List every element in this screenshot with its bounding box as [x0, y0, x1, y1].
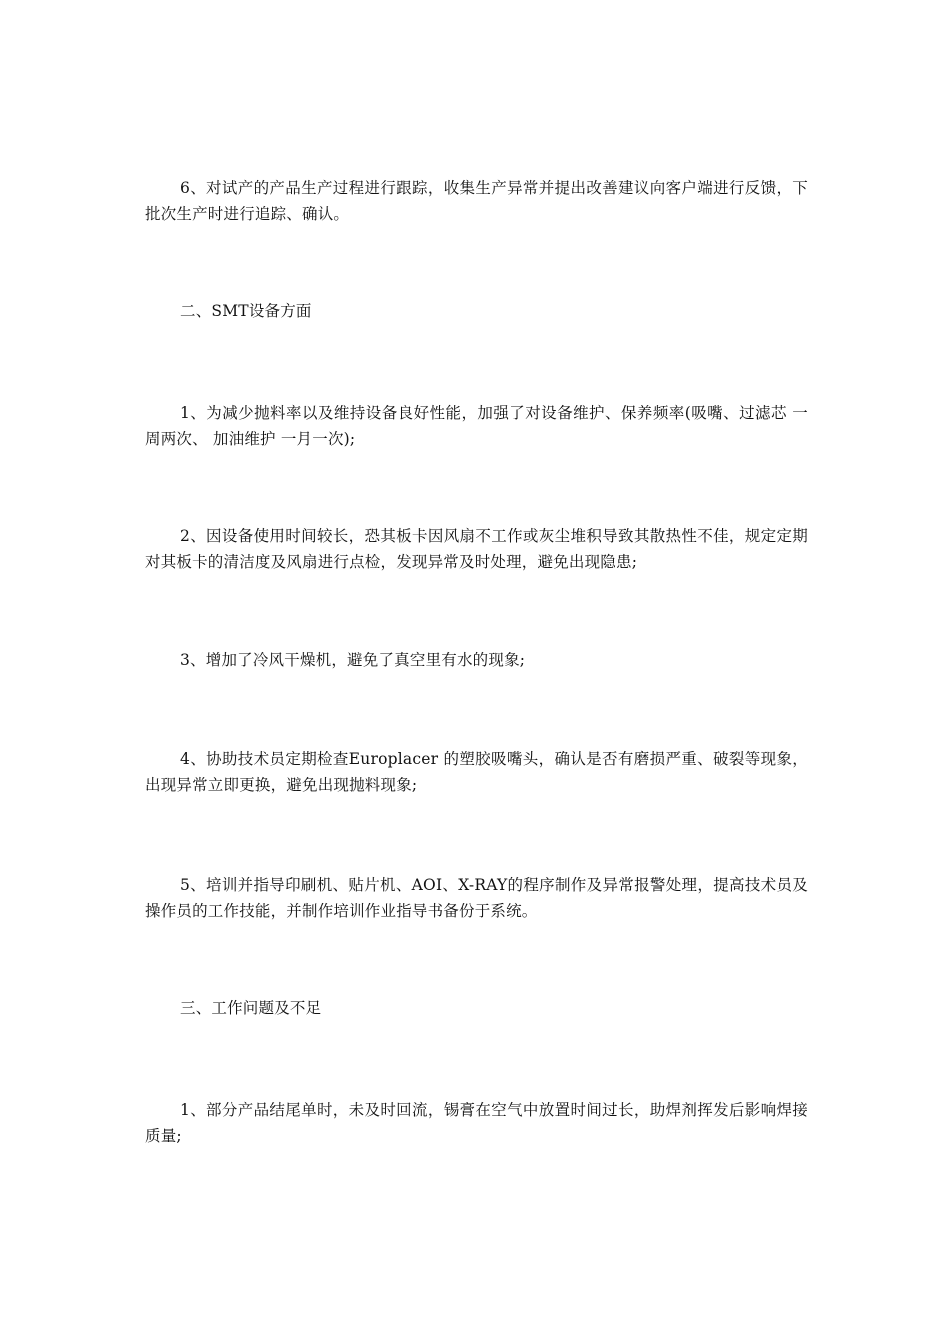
paragraph-board-fan-inspection: 2、因设备使用时间较长，恐其板卡因风扇不工作或灰尘堆积导致其散热性不佳，规定定期对其板卡的清洁度及风扇进行点检，发现异常及时处理，避免出现隐患;	[145, 527, 808, 571]
paragraph-nozzle-inspection: 4、协助技术员定期检查Europlacer 的塑胶吸嘴头，确认是否有磨损严重、破裂等现象，出现异常立即更换，避免出现抛料现象;	[145, 750, 808, 794]
section-heading-smt-equipment: 二、SMT设备方面	[180, 302, 312, 320]
section-heading-work-issues: 三、工作问题及不足	[180, 999, 322, 1017]
paragraph-maintenance-frequency: 1、为减少抛料率以及维持设备良好性能，加强了对设备维护、保养频率(吸嘴、过滤芯 一周两次、 加油维护 一月一次);	[145, 404, 808, 448]
paragraph-cold-air-dryer: 3、增加了冷风干燥机，避免了真空里有水的现象;	[180, 651, 526, 669]
paragraph-trial-production-tracking: 6、对试产的产品生产过程进行跟踪，收集生产异常并提出改善建议向客户端进行反馈，下批次生产时进行追踪、确认。	[145, 179, 808, 223]
paragraph-reflow-delay-issue: 1、部分产品结尾单时，未及时回流，锡膏在空气中放置时间过长，助焊剂挥发后影响焊接质量;	[145, 1101, 808, 1145]
paragraph-training-guidance: 5、培训并指导印刷机、贴片机、AOI、X-RAY的程序制作及异常报警处理，提高技术员及操作员的工作技能，并制作培训作业指导书备份于系统。	[145, 876, 808, 920]
